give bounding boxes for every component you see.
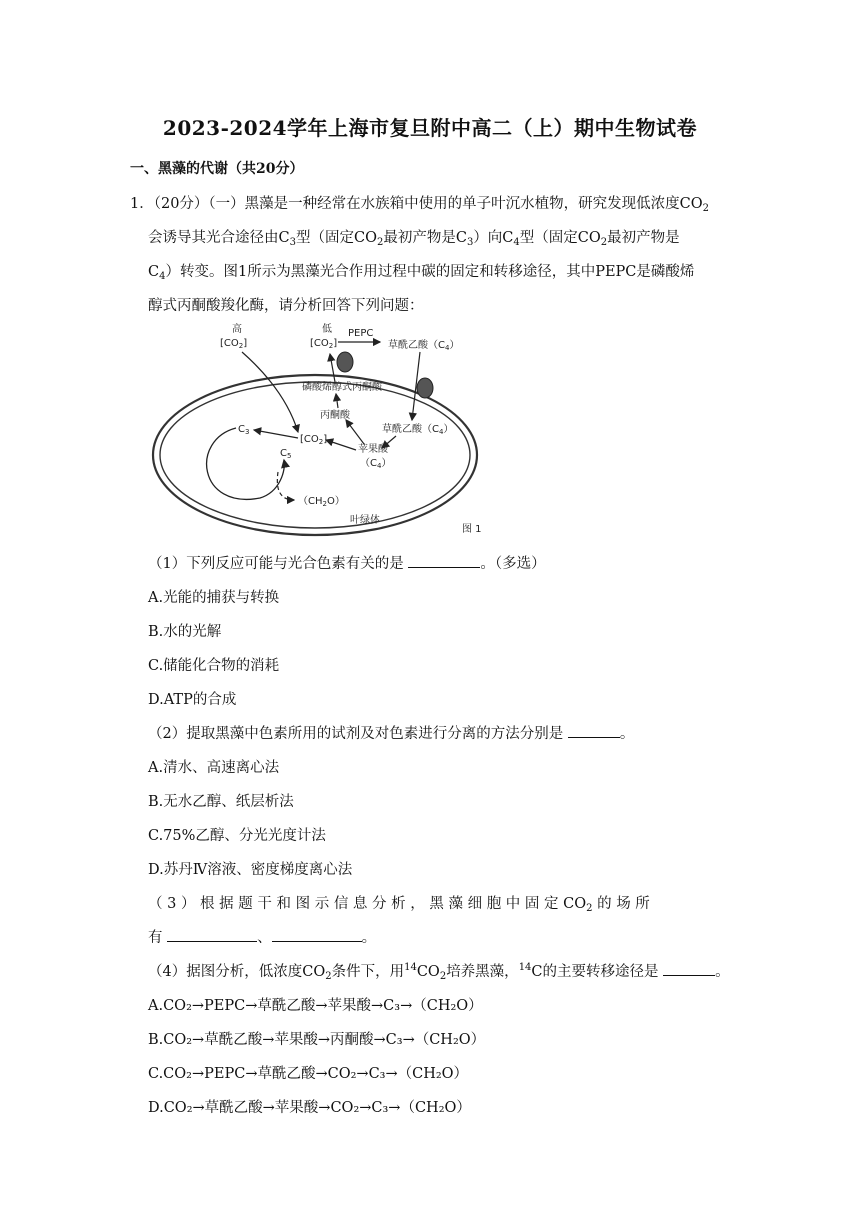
label-figure-number: 图 1 (462, 524, 482, 535)
label-c5: $C_5$ (280, 448, 292, 460)
arrow-co2-to-c3 (254, 430, 298, 438)
subquestion-4-option-c: C.CO₂→PEPC→草酰乙酸→CO₂→C₃→（CH₂O） (148, 1066, 469, 1082)
stem-text: 。 (715, 964, 730, 980)
answer-blank[interactable] (663, 961, 715, 976)
label-ch2o: $(CH_2O)$ (298, 496, 345, 508)
membrane-transporter-1 (337, 352, 353, 372)
label-oaa-top: 草酰乙酸$(C_4)$ (388, 340, 460, 352)
subquestion-4-option-a: A.CO₂→PEPC→草酰乙酸→苹果酸→C₃→（CH₂O） (148, 998, 483, 1014)
answer-blank[interactable] (408, 553, 480, 568)
stem-text: 条件下，用 (331, 964, 405, 980)
arrow-pep-to-low (330, 354, 335, 382)
subquestion-3-stem-line-1 (148, 892, 650, 914)
answer-blank-1[interactable] (167, 927, 257, 942)
label-high-co2: $[CO_2]$ (220, 338, 248, 350)
figure-1-diagram (150, 320, 490, 540)
intro-text: C (148, 264, 160, 280)
answer-blank[interactable] (568, 723, 620, 738)
stem-text: （2）提取黑藻中色素所用的试剂及对色素进行分离的方法分别是 (148, 726, 564, 742)
stem-text: 。（多选） (480, 556, 546, 572)
subquestion-4-option-b: B.CO₂→草酰乙酸→苹果酸→丙酮酸→C₃→（CH₂O） (148, 1032, 486, 1048)
subquestion-1-option-a: A.光能的捕获与转换 (148, 590, 280, 606)
chloroplast-outer-membrane (153, 375, 477, 535)
arrow-malate-to-co2 (326, 440, 356, 450)
arrow-to-ch2o (277, 472, 294, 500)
label-malate-c4: $(C_4)$ (360, 458, 392, 470)
stem-text: 。 (361, 930, 377, 946)
subquestion-3-stem-line-2 (148, 926, 376, 947)
question-intro-line-1 (130, 192, 709, 214)
subquestion-1-stem (148, 552, 546, 573)
subquestion-1-option-b: B.水的光解 (148, 624, 222, 640)
subquestion-2-stem (148, 722, 634, 743)
subscript: 3 (289, 237, 296, 248)
label-pep: 磷酸烯醇式丙酮酸 (302, 382, 382, 393)
subquestion-1-option-d: D.ATP的合成 (148, 692, 237, 708)
intro-text: ）向C (473, 230, 514, 246)
label-pyruvate: 丙酮酸 (320, 410, 350, 421)
label-low-co2: $[CO_2]$ (310, 338, 338, 350)
label-malate: 苹果酸 (358, 444, 388, 455)
answer-blank-2[interactable] (272, 927, 362, 942)
label-chloroplast: 叶绿体 (350, 515, 380, 526)
stem-text: C的主要转移途径是 (531, 964, 659, 980)
stem-text: （1）下列反应可能与光合色素有关的是 (148, 556, 404, 572)
subscript: 2 (439, 971, 447, 982)
label-co2-inner: $[CO_2]$ (300, 434, 328, 446)
question-intro-line-4: 醇式丙酮酸羧化酶，请分析回答下列问题： (148, 298, 424, 314)
intro-text: ）转变。图1所示为黑藻光合作用过程中碳的固定和转移途径，其中PEPC是磷酸烯 (165, 264, 695, 280)
stem-text: 有 (148, 930, 163, 946)
intro-text: 会诱导其光合途径由C (148, 230, 290, 246)
label-high: 高 (232, 324, 242, 335)
subscript: 2 (325, 971, 332, 982)
subquestion-2-option-c: C.75%乙醇、分光光度计法 (148, 828, 326, 844)
question-intro-line-2 (148, 226, 680, 248)
stem-text: 、 (257, 930, 272, 946)
label-low: 低 (322, 324, 332, 335)
section-heading: 一、黑藻的代谢（共20分） (130, 161, 304, 177)
stem-text: （ 3 ） 根 据 题 干 和 图 示 信 息 分 析 ， 黑 藻 细 胞 中 固 定 CO (148, 896, 587, 912)
arrow-malate-to-pyruvate (346, 420, 364, 444)
question-intro-line-3 (148, 260, 694, 282)
subscript: 2 (600, 237, 608, 248)
question-number: 1． (130, 196, 154, 212)
page-title: 2023-2024学年上海市复旦附中高二（上）期中生物试卷 (162, 116, 698, 140)
intro-text: 最初产物是 (607, 230, 680, 246)
calvin-cycle-arc (207, 428, 285, 499)
arrow-high-co2-inward (242, 352, 298, 432)
stem-text: 。 (619, 726, 635, 742)
subscript: 2 (376, 237, 384, 248)
subquestion-2-option-a: A.清水、高速离心法 (148, 760, 280, 776)
subquestion-2-option-d: D.苏丹Ⅳ溶液、密度梯度离心法 (148, 862, 353, 878)
subquestion-4-option-d: D.CO₂→草酰乙酸→苹果酸→CO₂→C₃→（CH₂O） (148, 1100, 471, 1116)
subscript: 3 (466, 237, 474, 248)
superscript: 14 (518, 962, 532, 973)
subquestion-1-option-c: C.储能化合物的消耗 (148, 658, 280, 674)
subscript: 2 (702, 203, 710, 214)
subquestion-4-stem (148, 960, 730, 982)
arrow-pyruvate-to-pep (336, 394, 338, 408)
intro-text: 型（固定CO (519, 230, 601, 246)
superscript: 14 (404, 962, 417, 973)
stem-text: CO (416, 964, 440, 980)
label-c3: $C_3$ (238, 424, 250, 436)
stem-text: 的 场 所 (592, 896, 650, 912)
intro-text: （20分）（一）黑藻是一种经常在水族箱中使用的单子叶沉水植物，研究发现低浓度CO (153, 196, 703, 212)
subscript: 4 (513, 237, 520, 248)
membrane-transporter-2 (417, 378, 433, 398)
stem-text: 培养黑藻， (446, 964, 519, 980)
arrow-oaa-to-malate (382, 436, 396, 448)
stem-text: （4）据图分析，低浓度CO (148, 964, 326, 980)
subscript: 2 (586, 903, 593, 914)
intro-text: 最初产物是C (383, 230, 467, 246)
intro-text: 型（固定CO (295, 230, 377, 246)
label-pepc: PEPC (348, 328, 374, 339)
label-oaa-mid: 草酰乙酸$(C_4)$ (382, 424, 454, 436)
subquestion-2-option-b: B.无水乙醇、纸层析法 (148, 794, 294, 810)
subscript: 4 (159, 271, 166, 282)
